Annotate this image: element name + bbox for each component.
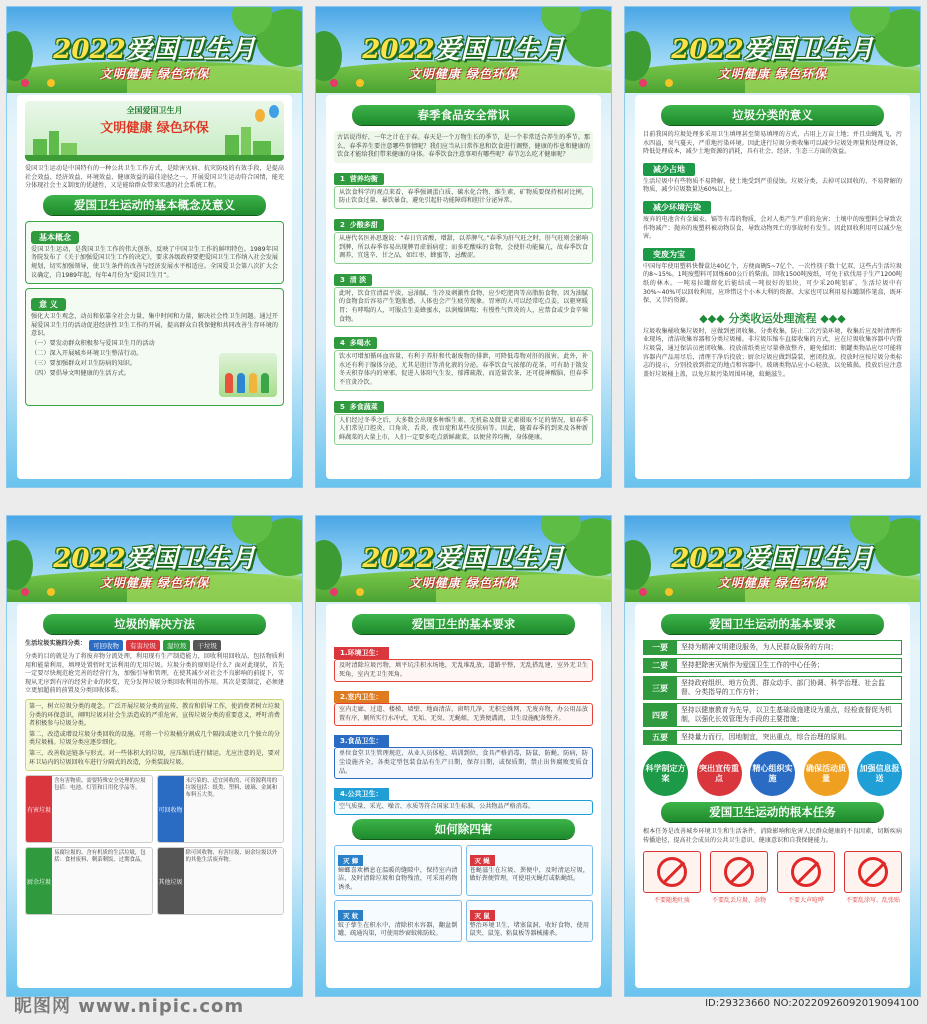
food-section [334,330,593,390]
banner-title: 2022爱国卫生月 [53,35,256,65]
subsection-tag: 变废为宝 [643,248,695,261]
poster-banner [625,516,920,602]
no-shouting-icon: 不要大声喧哗 [777,851,835,904]
requirement-label: 四要 [643,703,677,727]
poster-panel-5 [315,515,612,997]
city-caption-big: 文明健康 绿色环保 [100,121,209,136]
no-graffiti-icon: 不要乱涂写、乱张贴 [844,851,902,904]
poster-banner [316,516,611,602]
banner-slogan: 文明健康 绿色环保 [408,576,519,590]
tag-dry: 干垃圾 [193,640,221,651]
banner-slogan: 文明健康 绿色环保 [717,67,828,81]
poster-panel-2 [315,6,612,488]
poster-panel-3 [624,6,921,488]
poster-banner [316,7,611,93]
requirement-text: 坚持把除害灭病作为爱国卫生工作的中心任务； [677,658,902,673]
requirement-text: 及时清除垃圾污物，填平坑洼积水场地，无乱堆乱放，道路平整，无乱搭乱建，室外无卫生死角，室内无卫生死角。 [339,662,588,678]
section-title: 2 少酸多甜 [334,219,384,231]
concept-box [25,221,284,284]
banner-title: 2022爱国卫生月 [53,544,256,574]
section-heading: 垃圾分类的意义 [661,105,884,125]
bin-text: 易腐垃圾的、含有机质的生活垃圾，包括：食材废料、剩菜剩饭、过期食品。 [52,848,152,914]
concept-tag: 基本概念 [31,231,79,244]
requirement-label: 五要 [643,730,677,745]
bin-grid [25,775,284,915]
requirement [334,781,593,815]
list-item: （四）要倡导文明健康的生活方式。 [31,369,130,377]
section-text: 从饮食科学的观点来看，春季强调蛋白质、碳水化合物、维生素、矿物质要保持相对比例，防止饮食过量、暴饮暴食，避免引起肝功能障碍和胆汁分泌异常。 [339,188,588,205]
section-text: 人们经过冬季之后，大多数会出现多种维生素、无机盐及微量元素摄取不足的情况，如春季人们常见口腔炎、口角炎、舌炎、夜盲症和某些皮肤病等。因此，随着春季的到来及各种新鲜蔬菜的大量上市，人们一定要多吃点新鲜蔬菜，以便营养均衡，身体健康。 [339,416,588,441]
task-text: 根本任务是改善城乡环境卫生和生活条件，消除影响和危害人民群众健康的不良因素，切断疾病传播途径，提高社会成员的公共卫生意识、健康意识和自我保健能力。 [643,828,902,844]
requirement-text: 坚持政府组织、地方负责、群众动手、部门协调、科学治理、社会监督、分类指导的工作方针； [677,676,902,700]
requirement-row [643,703,902,727]
section-title: 4 多喝水 [334,337,377,349]
principle-circle: 突出宣传重点 [697,751,742,796]
requirement [334,728,593,779]
panel-body [635,95,910,479]
requirement-label: 一要 [643,640,677,655]
meaning-text: 强化大卫生观念，动员和依靠全社会力量，集中时间和力量，解决社会性卫生问题。通过开展爱国卫生月的活动促进经济性卫生工作的开展，提高群众自我保健和共同改善生存环境的意识。 [31,313,278,338]
banner-slogan: 文明健康 绿色环保 [99,67,210,81]
requirement-text: 空气质量、采光、噪音、水质等符合国家卫生标准，公共物品严格消毒。 [339,803,534,811]
tags-label: 生活垃圾实施四分类： [25,640,86,647]
intro-text: 爱国卫生运动是中国特有的一种公共卫生工作方式，是除害灭病、抗灾防疫的有效手段，是提高社会效益、经济效益、环境效益、健康效益的最佳途径之一。开展爱国卫生运动符合国情，能充分体现社会主义制度的优越性，又是能给群众带来实惠的社会系统工程。 [25,165,284,190]
section-heading: 春季食品安全常识 [352,105,575,125]
section-text: 此时，饮食宜清温平淡，忌油腻、生冷及刺激性食物，应少吃肥肉等高脂肪食物，因为油腻的食物食后容易产生饱胀感，人体也会产生疲劳现象。胃寒的人可以经常吃点姜，以驱寒暖胃；有哮喘的人，可服点生姜蜂蜜水，以润燥镇喘；有慢性气管炎的人，应禁食或少食辛辣食物。 [339,289,588,323]
meaning-tag: 意 义 [31,298,66,311]
tag-hazardous: 有害垃圾 [126,640,160,651]
panel-body [17,95,292,479]
step-text: 第三，改善收运链条与形式。对一些体积大的垃圾，应压缩后进行储运。尤应注意的是，要对环卫局内的垃圾回收车进行分隔式的改造，分类装载垃圾。 [29,749,280,766]
banner-title: 2022爱国卫生月 [671,35,874,65]
requirement [334,684,593,726]
pest-card [466,845,594,896]
banner-title: 2022爱国卫生月 [362,35,565,65]
requirement-text: 单位食堂卫生管理规范，从业人员体检、培训到位，食具严格消毒，防鼠、防蝇、防病，防尘设施齐全，各类定型包装食品有生产日期，保存日期，或保质期，禁止出售腐败变质食品。 [339,750,588,775]
bin-text: 除可回收物、有害垃圾、厨余垃圾以外的其他生活废弃物。 [184,848,284,914]
list-item: （一）要发动群众积极参与爱国卫生月的活动 [31,339,155,347]
bin-text: 未污染的、适宜回收的、可资源利用的垃圾包括：纸类、塑料、玻璃、金属和布料五大类。 [184,776,284,842]
list-item: （三）要加强群众对卫生防病的知识。 [31,359,137,367]
bin-card [25,775,153,843]
section-heading: 爱国卫生运动的基本要求 [661,614,884,634]
panel-body [635,604,910,988]
food-section [334,394,593,446]
requirement-label: 二要 [643,658,677,673]
tag-recyclable: 可回收物 [89,640,123,651]
intro-text: 目前我国的垃圾处理多采用卫生填埋甚至简易填埋的方式，占用上万亩土地；并且虫蝇乱飞，污水四溢，臭气蔓天，严重地污染环境。因此进行垃圾分类收集可以减少垃圾处理量和处理设备，降低处理成本，减少土地资源的消耗，具有社会、经济、生态三方面的效益。 [643,131,902,156]
flow-text: 垃圾收集桶收集垃圾时，应做到密闭收集、分类收集，防止二次污染环境，收集后应及时清理作业现场，清洁收集容器和分类垃圾桶。非垃圾压缩车直接收集的方式，应在垃圾收集容器中内置垃圾袋，通过保洁员密闭收集。投放前纸类应尽量叠放整齐，避免揉团；瓶罐类物品应尽可能将容器内产品用尽后，清理干净后投放；厨余垃圾应做到袋装、密闭投放。投放时应按垃圾分类标志的提示，分别投放到指定的地点和容器中。玻璃类物品应小心轻放，以免破损。投放后应注意盖好垃圾桶上盖，以免垃圾污染周围环境，蚊蝇滋生。 [643,327,902,378]
principle-circle: 精心组织实施 [750,751,795,796]
pest-title: 灭 蚊 [338,910,363,921]
poster-panel-1 [6,6,303,488]
bin-card [25,847,153,915]
section-heading: 垃圾的解决方法 [43,614,266,634]
section-text: 饮水可增加循环血容量，有利于养肝和代谢废物的排泄，可降低毒物对肝的损害。此外，补水还有利于腺体分泌，尤其是胆汁等消化液的分泌。春季饮食气浓郁的花茶，可有助于散发冬天积存体内的寒邪，促进人体阳气生发，郁滞疏散，而适量饮茶，还可提神醒脑，但春季不宜贪冷饮。 [339,353,588,386]
poster-panel-6 [624,515,921,997]
requirement-text: 坚持为精神文明建设服务，为人民群众服务的方向； [677,640,902,655]
section-title: 1 营养均衡 [334,173,384,185]
flow-title: ◆◆◆ 分类收运处理流程 ◆◆◆ [699,311,846,325]
requirement-row [643,658,902,673]
pest-title: 灭 鼠 [470,910,495,921]
requirement-row [643,730,902,745]
requirement-title: 2.室内卫生： [334,691,389,703]
requirement-title: 1.环境卫生： [334,647,389,659]
pest-title: 灭 蟑 [338,855,363,866]
tag-wet: 湿垃圾 [163,640,191,651]
pests-heading: 如何除四害 [352,819,575,839]
bin-name: 其他垃圾 [158,848,184,914]
banner-slogan: 文明健康 绿色环保 [717,576,828,590]
pest-text: 整治环境卫生，堵塞鼠洞，收好食物，使用鼠夹、鼠笼、粘鼠板等器械捕杀。 [469,921,589,938]
requirement [334,640,593,682]
requirement-row [643,640,902,655]
requirement-title: 4.公共卫生： [334,788,389,800]
volunteers-illustration [219,353,277,397]
intro-text: 分类的目的就是为了将废弃物分流处理，利用现有生产制造能力，回收利用回收品，包括物质利用和能量利用，填埋处置暂时无法利用的无用垃圾。垃圾分类的原则是什么？面对此现状，首先一定要尽快规范抢完善的经营行为，加强引导和管理，在使其减少对社会不良影响的前提下，实现从无序到有序的经营企业的转变，充分发挥垃圾分类回收利用的作用。其次是要制定，必须建立更加超前的前置及分类回收体系。 [25,653,284,695]
principle-circle: 科学制定方案 [643,751,688,796]
concept-text: 爱国卫生运动，是我国卫生工作的伟大创举，反映了中国卫生工作的鲜明特色。1989年国务院发布了《关于加强爱国卫生工作的决定》，要求各级政府要把爱国卫生工作纳入社会发展规划，切实加强领导，使卫生条件的改善与经济发展水平相适应。全国爱卫会第八次扩大会议确定，自1989年起，每年4月份为“爱国卫生月”。 [31,245,278,279]
food-section [334,166,593,209]
food-section [334,212,593,264]
subsection-text: 生活垃圾中有些物质不易降解，使土地受到严重侵蚀。垃圾分类，去掉可以回收的、不易降解的物质，减少垃圾数量达60%以上。 [643,177,902,194]
bin-text: 含有害物质、需要特殊安全处理的垃圾包括：电池、灯管和日用化学品等。 [52,776,152,842]
bin-card [157,847,285,915]
requirement-text: 室内走廊、过道、楼梯、墙壁、地面清洁，窗明几净，无积尘蛛网，无废弃物，办公用品放置有序，厕所实行水冲式，无垢、无臭、无蝇蛆，无粪便溝流，卫生设施配备整齐。 [339,706,588,722]
banner-title: 2022爱国卫生月 [362,544,565,574]
no-littering-icon: 不要乱丢垃圾、杂物 [710,851,768,904]
list-item: （二）深入开展城乡环境卫生整洁行动。 [31,349,143,357]
subsection-tag: 减少环境污染 [643,201,711,214]
subsection-tag: 减少占地 [643,163,695,176]
no-spitting-icon: 不要随地吐痰 [643,851,701,904]
food-section [334,267,593,327]
bin-name: 厨余垃圾 [26,848,52,914]
steps-box [25,699,284,771]
principle-circle: 确保活动质量 [804,751,849,796]
city-illustration [25,101,284,161]
requirement-text: 坚持量力而行，因地制宜，突出重点，综合治理的原则。 [677,730,902,745]
bin-name: 有害垃圾 [26,776,52,842]
pest-card [466,900,594,942]
section-heading: 爱国卫生的基本要求 [352,614,575,634]
city-caption-small: 全国爱国卫生月 [126,106,183,115]
panel-body [326,604,601,988]
requirement-row [643,676,902,700]
prohibition-icons [643,851,902,904]
pest-card [334,900,462,942]
banner-slogan: 文明健康 绿色环保 [99,576,210,590]
section-title: 3 清 淡 [334,274,372,286]
bin-card [157,775,285,843]
pest-text: 苍蝇滋生在垃圾、粪便中，及时清运垃圾，做好粪便管理，可使用灭蝇灯或粘蝇纸。 [469,866,589,883]
poster-banner [7,7,302,93]
banner-title: 2022爱国卫生月 [671,544,874,574]
watermark-logo: 昵图网 www.nipic.com [14,996,245,1017]
pest-text: 蟑螂喜欢栖息在温暖的缝隙中，保持室内清洁，及时清除垃圾和食物残渣，可采用药物诱杀。 [338,866,458,891]
step-text: 第一，树立垃圾分类的观念。广泛开展垃圾分类的宣传、教育和倡导工作，使消费者树立垃圾分类的环保意识，阐明垃圾对社会生活造成的严重危害，宣传垃圾分类的重要意义，呼吁消费者积极参与垃圾分类。 [29,702,280,728]
meaning-box [25,288,284,406]
task-heading: 爱国卫生运动的根本任务 [661,802,884,822]
intro-text: 古话说得好，一年之计在于春。春天是一个万物生长的季节，是一个非常适合养生的季节。那么，春季养生要注意哪些事情呢？我们应当从日常作息和饮食进行调整，健康的作息和健康的饮食才能给我们带来健康的身体。春季饮食注意事项有哪些呢？春节怎么吃才健康呢？ [334,131,593,163]
pest-text: 蚊子孳生在积水中，清除积水容器，翻盆倒罐，疏通沟渠，可使用纱窗蚊帐防蚊。 [338,921,458,938]
subsection-text: 中国每年使用塑料快餐盒达40亿个，方便面碗5~7亿个，一次性筷子数十亿双，这些占生活垃圾的8~15%。1吨废塑料可回炼600公斤的柴油。回收1500吨废纸，可免于砍伐用于生产1200吨纸的林木。一吨易拉罐熔化后能结成一吨很好的铝块，可少采20吨铝矿。生活垃圾中有30%~40%可以回收利用，应珍惜这个小本大利的资源。大家也可以利用易拉罐制作笔盒，既环保，又节约资源。 [643,262,902,305]
panel-body [326,95,601,479]
watermark-id: ID:29323660 NO:20220926092019094100 [705,998,919,1009]
section-heading: 爱国卫生运动的基本概念及意义 [43,195,266,215]
poster-banner [625,7,920,93]
principle-circle: 加强信息报送 [857,751,902,796]
poster-banner [7,516,302,602]
section-title: 5 多食蔬菜 [334,401,384,413]
category-tags [25,640,284,651]
pest-title: 灭 蝇 [470,855,495,866]
banner-slogan: 文明健康 绿色环保 [408,67,519,81]
principle-circles [643,751,902,796]
requirement-label: 三要 [643,676,677,700]
subsection-text: 废弃的电池含有金属汞、镉等有毒的物质，会对人类产生严重的危害；土壤中的废塑料会导致农作物减产；抛弃的废塑料被动物误食，导致动物死亡的事故时有发生。因此回收利用可以减少危害。 [643,215,902,241]
section-text: 从唐代名医孙思邈说：“春日宜省酸，增甜，以养脾气。”春季为肝气旺之时，肝气旺则会影响到脾，所以春季容易出现脾胃虚弱病症；而多吃酸味的食物，会使肝功能偏亢，故春季饮食调养，宜选辛、甘之品，如红枣、蜂蜜等，忌酸涩。 [339,234,588,260]
bin-name: 可回收物 [158,776,184,842]
pest-grid [334,845,593,942]
requirement-title: 3.食品卫生： [334,735,389,747]
requirement-text: 坚持以健康教育为先导，以卫生基础设施建设为重点，经检查督促为机制，以强化长效管理为手段的主要措施； [677,703,902,727]
pest-card [334,845,462,896]
poster-panel-4 [6,515,303,997]
step-text: 第二，改造或增设垃圾分类回收的设施。可将一个垃圾桶分割成几个隔段或建立几个独立的分类垃圾桶。垃圾分类应逐步细化。 [29,730,280,747]
panel-body [17,604,292,988]
